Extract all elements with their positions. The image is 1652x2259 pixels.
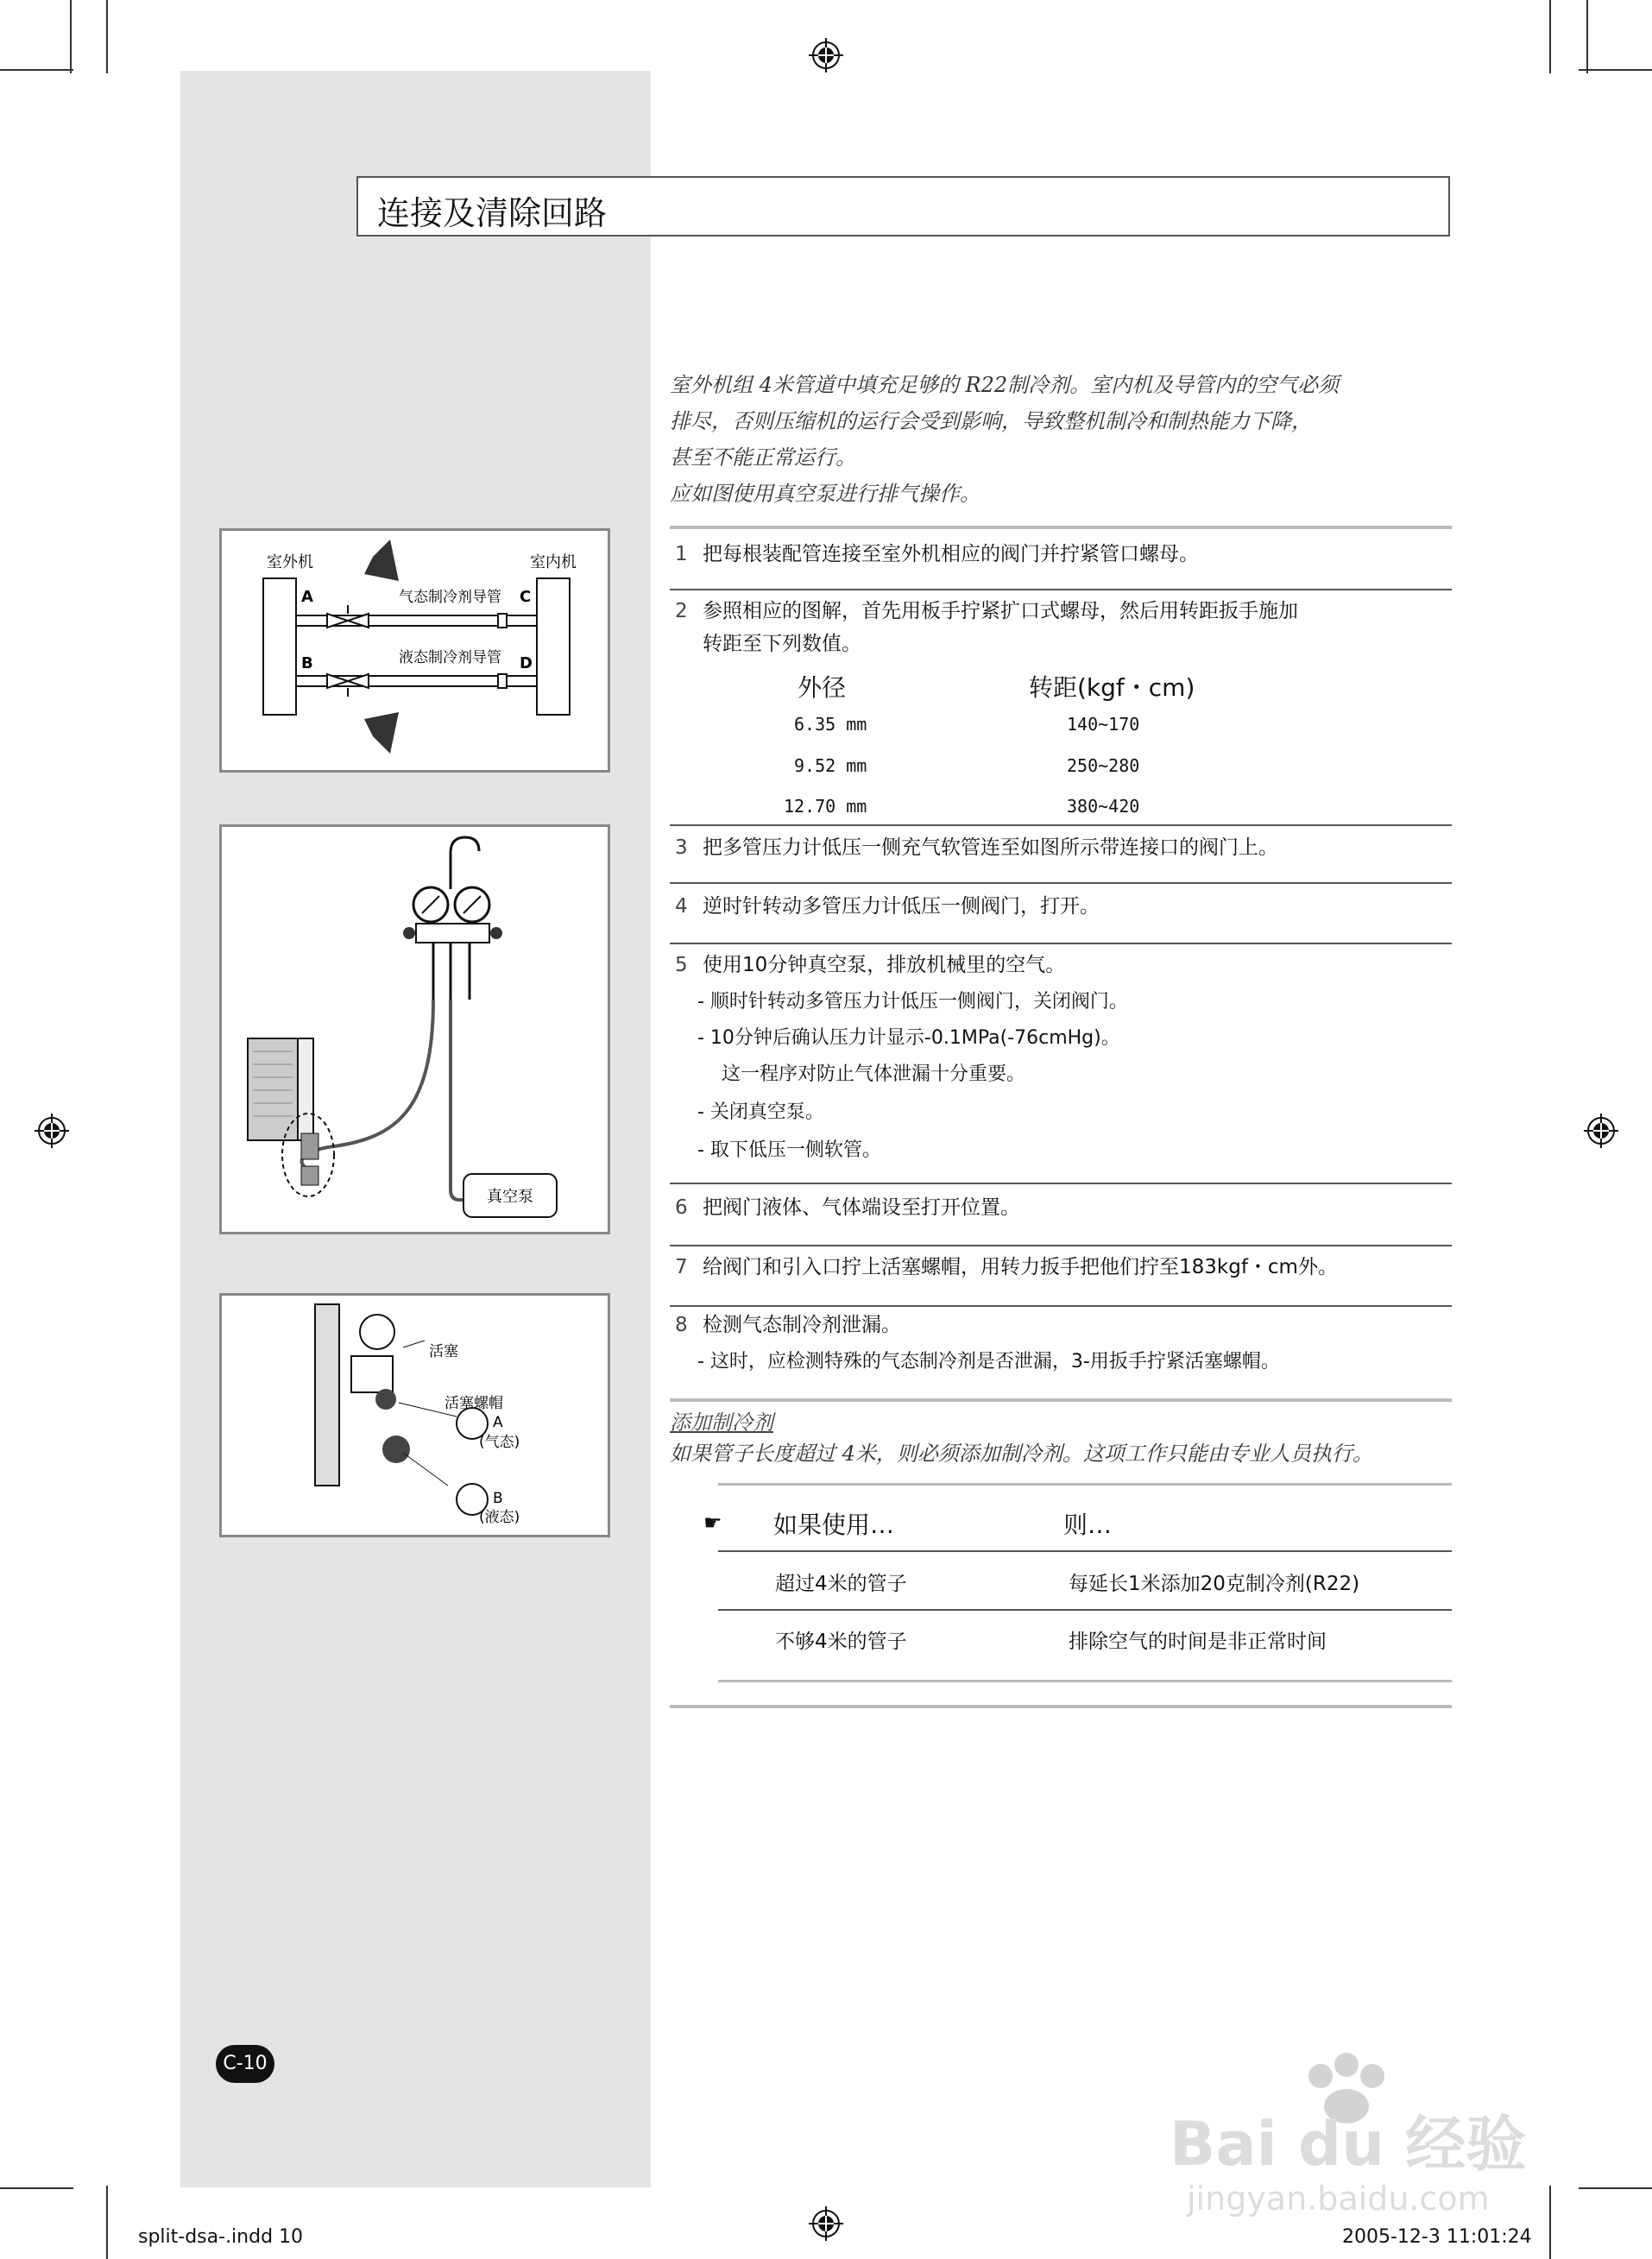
valve-cap-diagram [219,1293,610,1537]
divider [670,1245,1452,1246]
footer-timestamp: 2005-12-3 11:01:24 [1342,2226,1532,2248]
registration-mark-icon [1584,1114,1618,1148]
torque-diameter: 9.52 mm [794,755,867,776]
divider [670,1398,1452,1402]
torque-header-torque: 转距(kgf・cm) [1029,673,1195,702]
registration-mark-icon [809,38,843,73]
svg-text:液态制冷剂导管: 液态制冷剂导管 [399,649,501,666]
step-4: 4 逆时针转动多管压力计低压一侧阀门，打开。 [675,895,1100,918]
svg-text:真空泵: 真空泵 [487,1188,533,1206]
table-cell: 每延长1米添加20克制冷剂(R22) [1069,1573,1360,1595]
col-header-then: 则… [1063,1511,1113,1539]
step-5-sub: - 顺时针转动多管压力计低压一侧阀门，关闭阀门。 [697,991,1128,1013]
svg-text:(液态): (液态) [479,1509,520,1526]
indoor-unit-shape [537,578,570,715]
footer-file: split-dsa-.indd 10 [138,2226,304,2248]
wrench-icon [364,712,399,754]
table-cell: 超过4米的管子 [775,1573,907,1595]
svg-text:A: A [301,588,313,606]
torque-value: 380~420 [1067,796,1140,817]
table-cell: 不够4米的管子 [775,1631,907,1653]
wrench-icon [364,540,399,581]
intro-paragraph [670,367,1447,512]
registration-mark-icon [35,1114,69,1148]
svg-text:B: B [301,654,313,672]
svg-text:A: A [493,1414,503,1431]
crop-mark [1549,2186,1551,2259]
svg-text:jingyan.baidu.com: jingyan.baidu.com [1187,2180,1490,2218]
torque-header-diameter: 外径 [798,673,847,702]
torque-diameter: 6.35 mm [794,714,867,735]
add-refrigerant-heading: 添加制冷剂 [670,1410,773,1435]
torque-value: 140~170 [1067,714,1140,735]
svg-text:室内机: 室内机 [530,553,577,571]
step-1: 1 把每根装配管连接至室外机相应的阀门并拧紧管口螺母。 [675,543,1199,565]
step-2: 2 参照相应的图解，首先用板手拧紧扩口式螺母，然后用转距扳手施加 [675,600,1298,622]
step-5: 5 使用10分钟真空泵，排放机械里的空气。 [675,954,1066,976]
svg-text:活塞: 活塞 [429,1343,458,1360]
svg-text:D: D [520,654,533,672]
crop-mark [106,2186,108,2259]
page-number: C-10 [216,2045,274,2083]
svg-text:Bai du 经验: Bai du 经验 [1170,2109,1527,2180]
table-cell: 排除空气的时间是非正常时间 [1069,1631,1327,1653]
svg-text:C: C [520,588,532,606]
baidu-watermark [1170,2037,1541,2218]
crop-mark [106,0,108,73]
divider [670,824,1452,826]
svg-text:室外机: 室外机 [267,553,313,571]
piping-diagram [219,528,610,773]
crop-mark [0,2187,73,2189]
divider [670,882,1452,884]
crop-mark [1579,69,1652,71]
outdoor-unit-shape [248,1038,298,1140]
intro-line: 甚至不能正常运行。 [670,445,856,470]
divider [670,589,1452,590]
intro-line: 排尽，否则压缩机的运行会受到影响，导致整机制冷和制热能力下降， [670,409,1312,433]
step-5-sub: 这一程序对防止气体泄漏十分重要。 [722,1063,1026,1085]
crop-mark [1586,0,1588,73]
divider [670,943,1452,944]
crop-mark [70,0,72,73]
step-5-sub: - 取下低压一侧软管。 [697,1139,881,1161]
step-8-sub: - 这时，应检测特殊的气态制冷剂是否泄漏，3-用扳手拧紧活塞螺帽。 [697,1351,1280,1372]
torque-diameter: 12.70 mm [784,796,867,817]
divider [718,1680,1452,1682]
page-title: 连接及清除回路 [377,194,608,232]
svg-text:活塞螺帽: 活塞螺帽 [445,1395,503,1412]
crop-mark [1549,0,1551,73]
pointing-hand-icon: ☛ [703,1511,722,1535]
col-header-if: 如果使用… [773,1511,895,1539]
torque-value: 250~280 [1067,755,1140,776]
crop-mark [1579,2187,1652,2189]
divider [670,1183,1452,1184]
divider [670,1705,1452,1708]
step-5-sub: - 关闭真空泵。 [697,1101,824,1123]
divider [718,1483,1452,1486]
divider [718,1550,1452,1552]
intro-line: 室外机组 4米管道中填充足够的 R22制冷剂。室内机及导管内的空气必须 [670,373,1340,397]
step-6: 6 把阀门液体、气体端设至打开位置。 [675,1196,1020,1219]
svg-text:B: B [493,1490,503,1507]
registration-mark-icon [809,2206,843,2241]
intro-line: 应如图使用真空泵进行排气操作。 [670,482,980,506]
step-7: 7 给阀门和引入口拧上活塞螺帽，用转力扳手把他们拧至183kgf・cm外。 [675,1256,1338,1278]
step-8: 8 检测气态制冷剂泄漏。 [675,1314,901,1336]
divider [670,526,1452,529]
svg-text:(气态): (气态) [479,1434,520,1451]
step-5-sub: - 10分钟后确认压力计显示-0.1MPa(-76cmHg)。 [697,1027,1120,1049]
divider [670,1305,1452,1307]
vacuum-pump-diagram [219,824,610,1234]
divider [718,1609,1452,1611]
svg-text:气态制冷剂导管: 气态制冷剂导管 [399,589,501,606]
add-refrigerant-text: 如果管子长度超过 4米，则必须添加制冷剂。这项工作只能由专业人员执行。 [670,1442,1373,1466]
step-3: 3 把多管压力计低压一侧充气软管连至如图所示带连接口的阀门上。 [675,836,1278,859]
section-title-box [356,176,1450,237]
outdoor-unit-shape [263,578,296,715]
step-2-line-2: 转距至下列数值。 [703,633,861,655]
crop-mark [0,69,73,71]
